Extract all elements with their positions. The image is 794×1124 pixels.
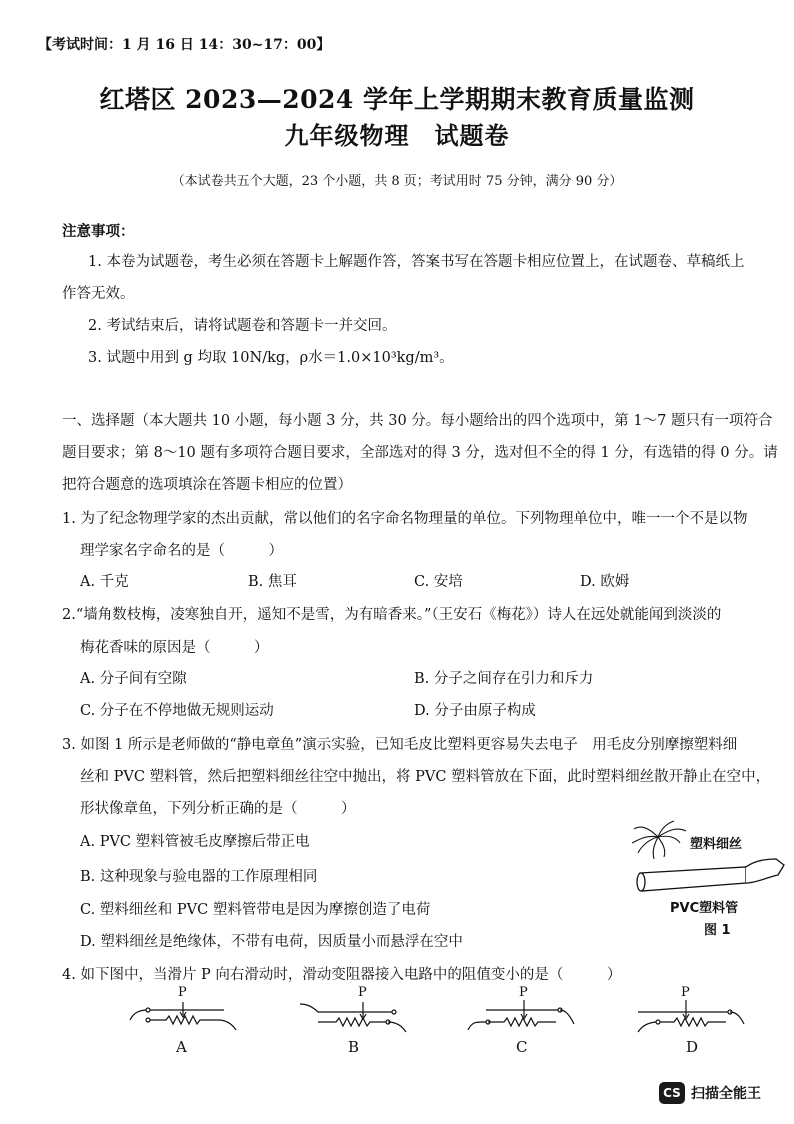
- notice-item-2: 2. 考试结束后，请将试题卷和答题卡一并交回。: [88, 318, 397, 334]
- section-1-line-2: 题目要求；第 8～10 题有多项符合题目要求，全部选对的得 3 分，选对但不全的得 1 分，有选错的得 0 分。请: [62, 445, 778, 461]
- rheostat-d-slider-label: P: [681, 985, 690, 1000]
- exam-info: （本试卷共五个大题，23 个小题，共 8 页；考试用时 75 分钟，满分 90 分）: [171, 174, 623, 189]
- q1-option-d: D. 欧姆: [580, 574, 630, 590]
- figure-1-label-strands: 塑料细丝: [690, 837, 743, 852]
- rheostat-diagram-c: [466, 985, 576, 1060]
- figure-1-caption: 图 1: [704, 923, 731, 938]
- section-1-line-3: 把符合题意的选项填涂在答题卡相应的位置）: [62, 477, 352, 493]
- q2-stem: 2.“墙角数枝梅，凌寒独自开，遥知不是雪，为有暗香来。”（王安石《梅花》）诗人在远处就能闻到淡淡的: [62, 607, 722, 623]
- rheostat-b-drawing: [298, 990, 408, 1040]
- q3-option-d: D. 塑料细丝是绝缘体，不带有电荷，因质量小而悬浮在空中: [80, 934, 463, 950]
- figure-1-label-tube: PVC塑料管: [670, 901, 739, 916]
- rheostat-a-label: A: [176, 1038, 187, 1056]
- q2-option-c: C. 分子在不停地做无规则运动: [80, 703, 274, 719]
- scanner-watermark: [659, 1082, 761, 1104]
- q1-option-b: B. 焦耳: [248, 574, 297, 590]
- q1-option-a: A. 千克: [80, 574, 129, 590]
- rheostat-diagram-a: [128, 985, 238, 1060]
- q1-stem: 1. 为了纪念物理学家的杰出贡献，常以他们的名字命名物理量的单位。下列物理单位中，唯一一个不是以物: [62, 511, 748, 527]
- notice-heading: 注意事项：: [62, 223, 135, 240]
- q4-stem: 4. 如下图中，当滑片 P 向右滑动时，滑动变阻器接入电路中的阻值变小的是（ ）: [62, 967, 622, 983]
- figure-1-octopus: [628, 815, 788, 940]
- q3-option-c: C. 塑料细丝和 PVC 塑料管带电是因为摩擦创造了电荷: [80, 902, 431, 918]
- q3-stem-cont-2: 形状像章鱼，下列分析正确的是（ ）: [80, 801, 356, 817]
- exam-time: 【考试时间：1 月 16 日 14：30~17：00】: [38, 37, 331, 53]
- rheostat-diagram-b: [298, 985, 408, 1060]
- rheostat-c-slider-label: P: [519, 985, 528, 1000]
- notice-item-1-cont: 作答无效。: [62, 286, 135, 302]
- notice-item-3: 3. 试题中用到 g 均取 10N/kg，ρ水＝1.0×10³kg/m³。: [88, 350, 454, 366]
- q3-option-b: B. 这种现象与验电器的工作原理相同: [80, 869, 318, 885]
- section-1-line-1: 一、选择题（本大题共 10 小题，每小题 3 分，共 30 分。每小题给出的四个选项中，第 1～7 题只有一项符合: [62, 413, 773, 429]
- q2-stem-cont: 梅花香味的原因是（ ）: [80, 640, 269, 656]
- rheostat-d-label: D: [686, 1038, 699, 1056]
- rheostat-d-drawing: [636, 990, 746, 1040]
- page-subtitle-title: 九年级物理 试题卷: [284, 121, 510, 150]
- page-title: 红塔区 2023—2024 学年上学期期末教育质量监测: [99, 85, 695, 114]
- camscanner-logo-icon: CS: [659, 1082, 685, 1104]
- q1-stem-cont: 理学家名字命名的是（ ）: [80, 543, 283, 559]
- scanner-app-name: 扫描全能王: [691, 1086, 761, 1102]
- q2-option-a: A. 分子间有空隙: [80, 671, 187, 687]
- rheostat-diagram-d: [636, 985, 746, 1060]
- notice-item-1: 1. 本卷为试题卷，考生必须在答题卡上解题作答，答案书写在答题卡相应位置上，在试题卷、草稿纸上: [88, 254, 745, 270]
- q3-stem: 3. 如图 1 所示是老师做的“静电章鱼”演示实验，已知毛皮比塑料更容易失去电子 用毛皮分别摩擦塑料细: [62, 737, 738, 753]
- q2-option-b: B. 分子之间存在引力和斥力: [414, 671, 594, 687]
- rheostat-c-label: C: [516, 1038, 528, 1056]
- rheostat-b-label: B: [348, 1038, 360, 1056]
- rheostat-b-slider-label: P: [358, 985, 367, 1000]
- q3-option-a: A. PVC 塑料管被毛皮摩擦后带正电: [80, 834, 310, 850]
- q1-option-c: C. 安培: [414, 574, 463, 590]
- rheostat-a-slider-label: P: [178, 985, 187, 1000]
- q2-option-d: D. 分子由原子构成: [414, 703, 536, 719]
- q3-stem-cont-1: 丝和 PVC 塑料管，然后把塑料细丝往空中抛出，将 PVC 塑料管放在下面，此时塑料细丝散开静止在空中，: [80, 769, 771, 785]
